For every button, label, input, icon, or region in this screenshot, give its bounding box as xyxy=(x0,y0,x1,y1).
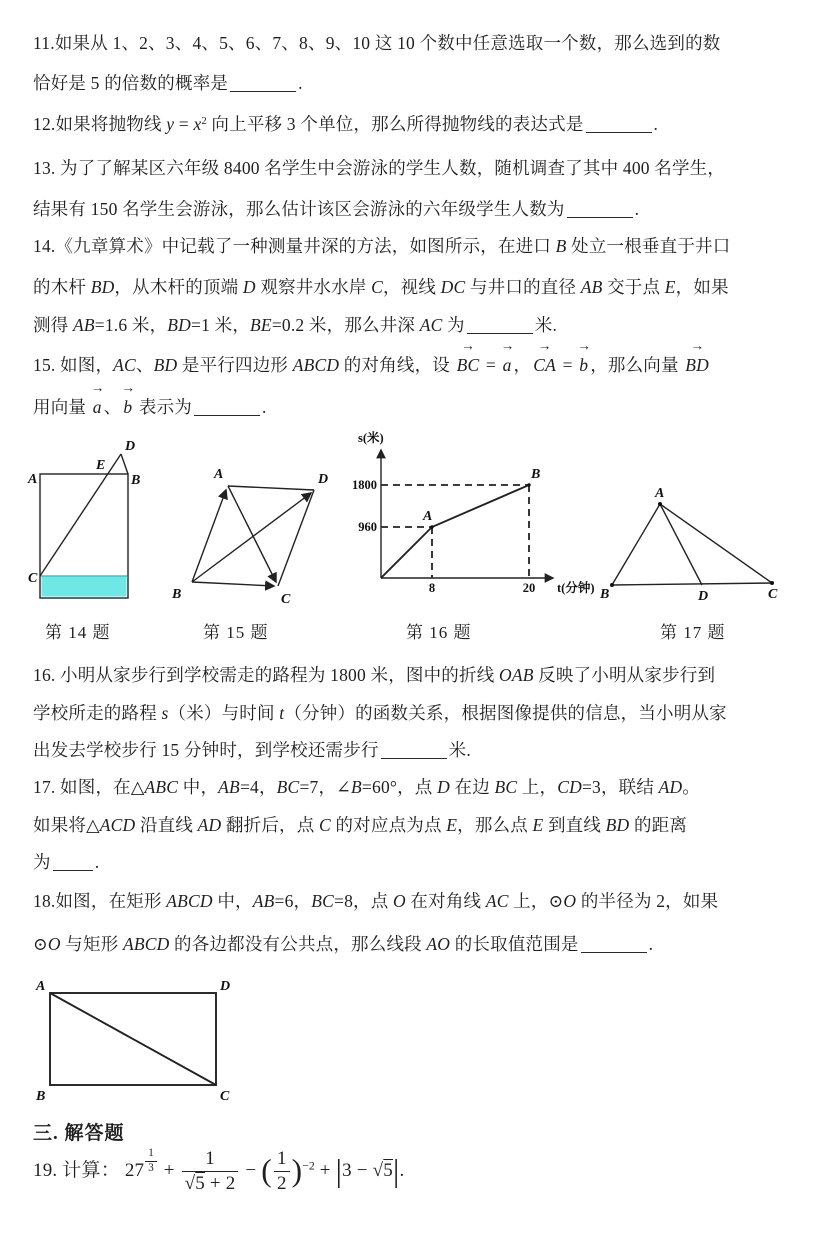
point-C xyxy=(770,581,774,585)
vertex-label-C: C xyxy=(768,587,778,602)
figure-16-caption: 第 16 题 xyxy=(406,623,472,642)
sight-line-CD xyxy=(40,454,121,576)
diagonal-arrow-BD xyxy=(192,493,311,582)
figure-17-caption: 第 17 题 xyxy=(660,623,726,642)
question-12-line-1: 12.如果将抛物线 $y = x^2$ 向上平移 3 个单位，那么所得抛物线的表达式是 . xyxy=(33,113,659,134)
y-tick-1800: 1800 xyxy=(352,478,377,492)
figure-14-well-diagram xyxy=(28,436,140,612)
x-tick-20: 20 xyxy=(522,581,536,595)
arrow-BA xyxy=(192,490,226,582)
diagonal-arrow-AC xyxy=(228,486,276,582)
question-18-line-1: 18.如图，在矩形 ABCD 中，AB=6，BC=8，点 O 在对角线 AC 上，⊙O 的半径为 2，如果 xyxy=(33,891,719,911)
side-BA xyxy=(612,504,660,585)
question-17-line-1: 17. 如图，在△ABC 中，AB=4，BC=7，∠B=60°，点 D 在边 BC 上，CD=3，联结 AD。 xyxy=(33,777,701,797)
vertex-label-D: D xyxy=(318,472,329,487)
point-label-B: B xyxy=(531,467,541,482)
section-3-title: 三. 解答题 xyxy=(33,1123,125,1144)
figure-16-graph xyxy=(350,428,600,600)
water-band xyxy=(42,576,127,597)
question-18-line-2: ⊙O 与矩形 ABCD 的各边都没有公共点，那么线段 AO 的长取值范围是 . xyxy=(33,934,654,954)
side-AD xyxy=(228,486,314,490)
question-13-line-2: 结果有 150 名学生会游泳，那么估计该区会游泳的六年级学生人数为 . xyxy=(33,199,640,219)
y-tick-960: 960 xyxy=(358,520,377,534)
question-15-line-1: 15. 如图，AC、BD 是平行四边形 ABCD 的对角线，设 → BC = → a ， → CA = → b ，那么向量 → BD xyxy=(33,352,711,378)
cevian-AD xyxy=(660,504,702,585)
figure-14-caption: 第 14 题 xyxy=(45,623,111,642)
question-14-line-3: 测得 AB=1.6 米，BD=1 米，BE=0.2 米，那么井深 AC 为 米. xyxy=(33,315,558,335)
question-15-line-2: 用向量 → a 、 → b 表示为 . xyxy=(33,394,267,420)
point-A xyxy=(658,502,662,506)
vertex-label-B: B xyxy=(600,587,610,602)
question-17-line-2: 如果将△ACD 沿直线 AD 翻折后，点 C 的对应点为点 E，那么点 E 到直线 BD 的距离 xyxy=(33,815,688,835)
diagonal-AC xyxy=(50,993,216,1085)
question-11-line-2: 恰好是 5 的倍数的概率是 . xyxy=(33,73,303,93)
figure-15-caption: 第 15 题 xyxy=(203,623,269,642)
vertex-label-C: C xyxy=(28,571,38,586)
vertex-label-B: B xyxy=(172,587,182,602)
vertex-label-D: D xyxy=(220,979,231,994)
vertex-label-A: A xyxy=(214,467,224,482)
point-B xyxy=(527,483,530,486)
x-tick-8: 8 xyxy=(428,581,436,595)
figure-18-rectangle xyxy=(28,972,268,1104)
question-17-line-3: 为 . xyxy=(33,852,100,872)
y-axis-label: s(米) xyxy=(358,431,384,445)
pole-BD xyxy=(121,454,128,474)
question-14-line-2: 的木杆 BD，从木杆的顶端 D 观察井水水岸 C，视线 DC 与井口的直径 AB 交于点 E，如果 xyxy=(33,277,729,297)
side-BC xyxy=(612,583,772,585)
question-16-line-3: 出发去学校步行 15 分钟时，到学校还需步行 米. xyxy=(33,740,471,760)
point-B xyxy=(610,583,614,587)
question-14-line-1: 14.《九章算术》中记载了一种测量井深的方法，如图所示，在进口 B 处立一根垂直于井口 xyxy=(33,236,731,256)
figure-15-parallelogram xyxy=(168,438,333,610)
side-AC xyxy=(660,504,772,583)
point-label-A: A xyxy=(423,509,433,524)
vertex-label-D: D xyxy=(125,439,136,454)
vertex-label-A: A xyxy=(28,472,38,487)
question-16-line-1: 16. 小明从家步行到学校需走的路程为 1800 米，图中的折线 OAB 反映了小明从家步行到 xyxy=(33,665,716,685)
question-19-formula: 19. 计算： 27 $\frac{1}{3}$ + $\frac{1}{√5 + 2}$ − ( $\frac{1}{2}$ )$^{-2}$ + |3 − √5|. xyxy=(33,1147,405,1195)
vertex-label-C: C xyxy=(281,592,291,607)
question-11-line-1: 11.如果从 1、2、3、4、5、6、7、8、9、10 这 10 个数中任意选取一个数，那么选到的数 xyxy=(33,33,721,53)
vertex-label-A: A xyxy=(36,979,46,994)
question-16-line-2: 学校所走的路程 s（米）与时间 t（分钟）的函数关系，根据图像提供的信息，当小明从家 xyxy=(33,703,727,723)
x-axis-label: t(分钟) xyxy=(557,581,595,595)
vertex-label-B: B xyxy=(36,1089,46,1104)
vertex-label-C: C xyxy=(220,1089,230,1104)
polyline-OAB xyxy=(381,485,529,578)
vertex-label-E: E xyxy=(96,458,106,473)
vertex-label-D: D xyxy=(698,589,709,604)
point-A xyxy=(430,525,433,528)
vertex-label-A: A xyxy=(655,486,665,501)
arrow-BC xyxy=(192,582,274,586)
figure-17-triangle xyxy=(588,486,798,604)
vertex-label-B: B xyxy=(131,473,141,488)
question-13-line-1: 13. 为了了解某区六年级 8400 名学生中会游泳的学生人数，随机调查了其中 400 名学生， xyxy=(33,158,726,178)
